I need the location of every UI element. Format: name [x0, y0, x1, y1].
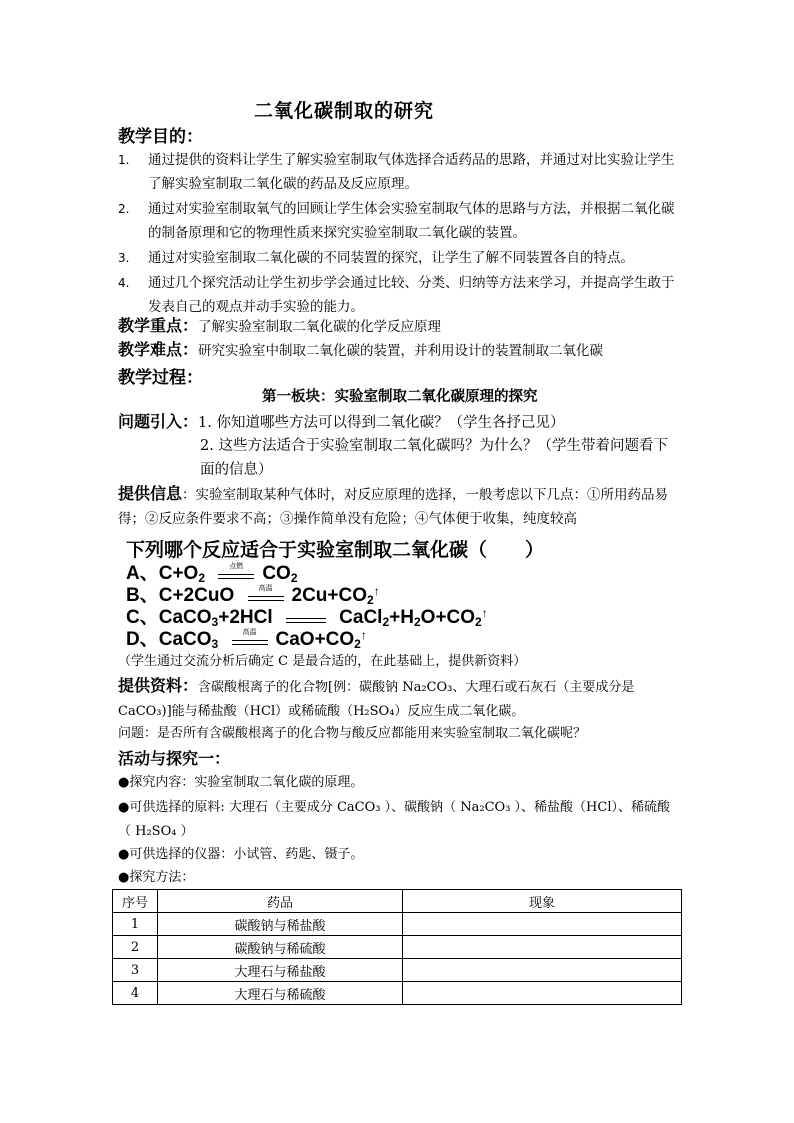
cell-drug: 碳酸钠与稀盐酸 — [158, 913, 403, 936]
objectives-heading: 教学目的： — [118, 127, 203, 147]
material-text: 含碳酸根离子的化合物[例：碳酸钠 Na₂CO₃、大理石或石灰石（主要成分是 CaCO₃)]能与稀盐酸（HCl）或稀硫酸（H₂SO₄）反应生成二氧化碳。 — [118, 680, 635, 719]
process-heading: 教学过程： — [118, 368, 203, 388]
bullet-method: ●探究方法： — [118, 870, 195, 885]
key-point — [118, 314, 441, 339]
question-label: 问题引入： — [118, 412, 199, 431]
objective-item — [118, 246, 678, 270]
difficulty-text: 研究实验室中制取二氧化碳的装置，并利用设计的装置制取二氧化碳 — [198, 343, 604, 359]
objective-text: 通过对实验室制取二氧化碳的不同装置的探究，让学生了解不同装置各自的特点。 — [148, 250, 634, 266]
info-label: 提供信息 — [118, 484, 183, 503]
reaction-label: A、 — [126, 563, 159, 584]
objective-number: 3. — [118, 251, 130, 265]
objective-number: 4. — [118, 276, 130, 290]
cell-phenomenon[interactable] — [403, 913, 682, 936]
table-header-row — [113, 890, 682, 913]
bullet-instruments: ●可供选择的仪器：小试管、药匙、镊子。 — [118, 847, 364, 862]
objective-item — [118, 271, 678, 319]
objective-text: 通过几个探究活动让学生初步学会通过比较、分类、归纳等方法来学习，并提高学生敢于发表自己的观点并动手实验的能力。 — [148, 275, 675, 315]
table-row — [113, 936, 682, 959]
cell-no: 2 — [113, 936, 158, 959]
question-1: 1. 你知道哪些方法可以得到二氧化碳？（学生各抒己见） — [198, 415, 565, 431]
reaction-b: B、C+2CuO 高温 $2Cu+CO_2^↑$ — [126, 584, 380, 607]
table-row — [113, 913, 682, 936]
key-point-text: 了解实验室制取二氧化碳的化学反应原理 — [198, 319, 442, 335]
condition-sign — [230, 629, 270, 651]
cell-drug: 大理石与稀硫酸 — [158, 982, 403, 1005]
cell-no: 3 — [113, 959, 158, 982]
condition-text: 高温 — [242, 628, 257, 636]
material-label: 提供资料： — [118, 676, 199, 695]
condition-text: 高温 — [258, 584, 273, 592]
mc-question: 下列哪个反应适合于实验室制取二氧化碳（ ） — [126, 540, 545, 561]
reaction-label: B、 — [126, 585, 159, 606]
cell-phenomenon[interactable] — [403, 982, 682, 1005]
reaction-label: D、 — [126, 629, 159, 650]
header-drug: 药品 — [158, 890, 403, 913]
reaction-d: D、CaCO$_3$ 高温 $CaO+CO_2^↑$ — [126, 628, 367, 651]
objective-item — [118, 148, 678, 196]
question-2: 2. 这些方法适合于实验室制取二氧化碳吗？为什么？（学生带着问题看下面的信息） — [200, 438, 668, 478]
analysis-note: （学生通过交流分析后确定 C 是最合适的，在此基础上，提供新资料） — [118, 654, 527, 669]
difficulty-label: 教学难点： — [118, 340, 199, 359]
condition-text: 点燃 — [229, 562, 244, 570]
experiment-table — [112, 889, 682, 1005]
cell-phenomenon[interactable] — [403, 959, 682, 982]
objective-item — [118, 197, 678, 245]
objective-number: 1. — [118, 153, 130, 167]
bullet-materials: ●可供选择的原料: 大理石（主要成分 CaCO₃ ）、碳酸钠（ Na₂CO₃ ）、稀盐酸（HCl）、稀硫酸（ H₂SO₄ ） — [118, 800, 670, 839]
header-phenomenon: 现象 — [403, 890, 682, 913]
module1-title: 第一板块：实验室制取二氧化碳原理的探究 — [262, 388, 538, 405]
objective-number: 2. — [118, 202, 130, 216]
header-no: 序号 — [113, 890, 158, 913]
cell-drug: 大理石与稀盐酸 — [158, 959, 403, 982]
reaction-a: A、$C+O_2$ 点燃 $CO_2$ — [126, 562, 298, 585]
bullet-content: ●探究内容：实验室制取二氧化碳的原理。 — [118, 775, 364, 790]
table-row — [113, 982, 682, 1005]
activity-heading: 活动与探究一： — [118, 749, 231, 768]
cell-no: 1 — [113, 913, 158, 936]
difficulty — [118, 338, 603, 363]
info-text: ：实验室制取某种气体时，对反应原理的选择，一般考虑以下几点：①所用药品易得；②反应条件要求不高；③操作简单没有危险；④气体便于收集，纯度较高 — [118, 487, 669, 527]
question-intro — [118, 410, 564, 435]
page-title: 二氧化碳制取的研究 — [254, 100, 435, 122]
problem-text: 问题：是否所有含碳酸根离子的化合物与酸反应都能用来实验室制取二氧化碳呢？ — [118, 726, 587, 741]
info-paragraph — [118, 482, 682, 531]
cell-drug: 碳酸钠与稀硫酸 — [158, 936, 403, 959]
key-point-label: 教学重点： — [118, 316, 199, 335]
objective-text: 通过提供的资料让学生了解实验室制取气体选择合适药品的思路，并通过对比实验让学生了解实验室制取二氧化碳的药品及反应原理。 — [148, 152, 675, 192]
objectives-list — [118, 148, 678, 320]
cell-phenomenon[interactable] — [403, 936, 682, 959]
table-row — [113, 959, 682, 982]
reaction-c: C、CaCO$_3$+2HCl $CaCl_2+H_2O+CO_2^↑$ — [126, 606, 488, 629]
material-paragraph — [118, 674, 682, 724]
cell-no: 4 — [113, 982, 158, 1005]
objective-text: 通过对实验室制取氧气的回顾让学生体会实验室制取气体的思路与方法，并根据二氧化碳的制备原理和它的物理性质来探究实验室制取二氧化碳的装置。 — [148, 201, 675, 241]
reaction-label: C、 — [126, 607, 159, 628]
